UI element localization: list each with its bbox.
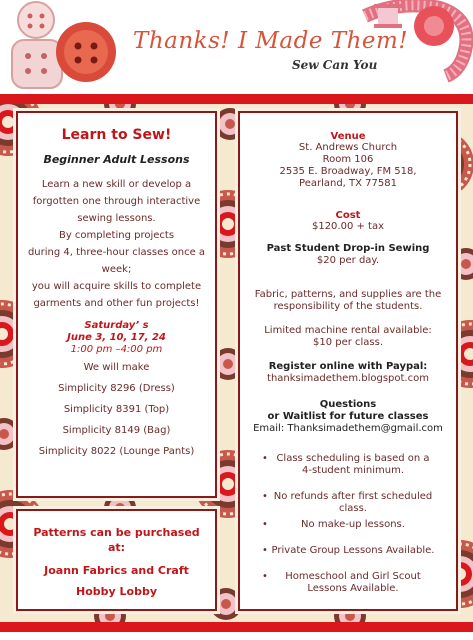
rental-line: $10 per class. [312, 337, 384, 348]
schedule-day: Saturday’ s [84, 320, 149, 331]
logo-title: Thanks! I Made Them! [133, 28, 409, 54]
questions-label: Questions [319, 399, 377, 410]
policy-line: 4-student minimum. [301, 465, 404, 476]
cost-value: $120.00 + tax [311, 221, 385, 232]
store-joann: Joann Fabrics and Craft [44, 564, 189, 577]
lessons-intro [18, 176, 215, 312]
policy-item [240, 453, 456, 477]
schedule-time: 1:00 pm –4:00 pm [70, 344, 163, 355]
venue-line: St. Andrews Church [298, 142, 398, 153]
supplies-line: responsibility of the students. [273, 301, 423, 312]
policy-line: • No make-up lessons. [301, 519, 405, 530]
intro-line: sewing lessons. [77, 213, 156, 224]
square-button-icon [12, 40, 62, 88]
intro-line: during 4, three-hour classes once a [27, 247, 206, 258]
bottom-red-band [0, 622, 473, 632]
logo-subtitle: Sew Can You [292, 58, 378, 72]
policy-item [240, 519, 456, 531]
venue-line: Room 106 [322, 154, 374, 165]
intro-line: By completing projects [58, 230, 175, 241]
spool-icon [374, 4, 402, 28]
patterns-purchase-box [16, 509, 217, 611]
policy-line: Lessons Available. [307, 583, 399, 594]
project-item: Simplicity 8296 (Dress) [58, 383, 175, 394]
venue-line: Pearland, TX 77581 [299, 178, 397, 189]
policy-item [240, 545, 456, 557]
details-box [238, 111, 458, 611]
dropin-label: Past Student Drop-in Sewing [266, 243, 430, 254]
lessons-subtitle: Beginner Adult Lessons [43, 153, 190, 166]
header [0, 0, 473, 92]
intro-line: you will acquire skills to complete [31, 281, 202, 292]
top-red-band [0, 94, 473, 104]
policy-line: • Class scheduling is based on a [276, 453, 430, 464]
project-item: Simplicity 8022 (Lounge Pants) [38, 446, 195, 457]
intro-line: Learn a new skill or develop a [41, 179, 192, 190]
make-label: We will make [83, 362, 150, 373]
red-button-icon [56, 22, 116, 82]
waitlist-label: or Waitlist for future classes [267, 411, 429, 422]
dropin-value: $20 per day. [316, 255, 380, 266]
cost-label: Cost [335, 210, 361, 221]
policy-line: class. [338, 503, 367, 514]
policy-item [240, 571, 456, 595]
supplies-line: Fabric, patterns, and supplies are the [254, 289, 442, 300]
rental-line: Limited machine rental available: [264, 325, 432, 336]
venue-label: Venue [330, 131, 366, 142]
store-hobby-lobby: Hobby Lobby [76, 585, 157, 598]
lessons-title: Learn to Sew! [61, 127, 172, 143]
register-url: thanksimadethem.blogspot.com [267, 373, 429, 384]
contact-email: Email: Thanksimadethem@gmail.com [253, 423, 443, 434]
register-label: Register online with Paypal: [268, 361, 428, 372]
project-item: Simplicity 8149 (Bag) [62, 425, 171, 436]
intro-line: week; [101, 264, 132, 275]
intro-line: forgotten one through interactive [32, 196, 201, 207]
venue-line: 2535 E. Broadway, FM 518, [279, 166, 417, 177]
lessons-info-box [16, 111, 217, 498]
policy-line: • No refunds after first scheduled [273, 491, 433, 502]
small-button-icon [18, 2, 54, 38]
policy-line: • Homeschool and Girl Scout [285, 571, 421, 582]
patterns-line: at: [107, 541, 126, 554]
policy-line: • Private Group Lessons Available. [271, 545, 435, 556]
project-item: Simplicity 8391 (Top) [63, 404, 170, 415]
schedule-dates: June 3, 10, 17, 24 [67, 332, 166, 343]
intro-line: garments and other fun projects! [33, 298, 200, 309]
patterns-line: Patterns can be purchased [33, 526, 200, 539]
policy-list [240, 453, 456, 595]
policy-item [240, 491, 456, 515]
